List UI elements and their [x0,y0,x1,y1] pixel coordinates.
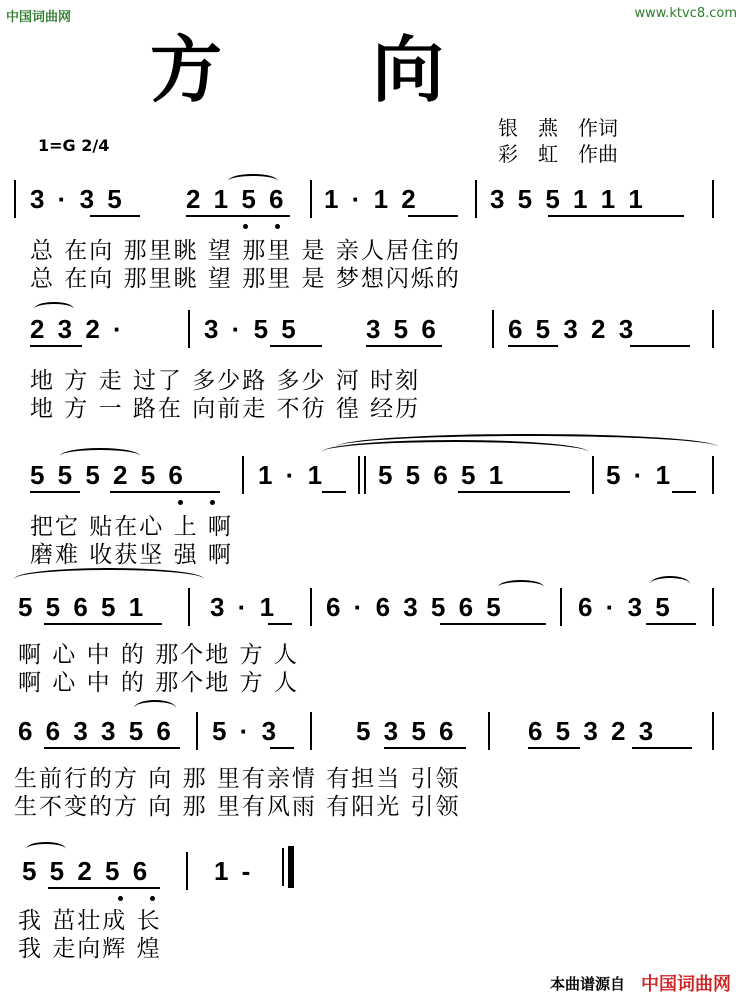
measure-notes: 1 · 1 [258,460,326,490]
bar-line [310,180,312,218]
bar-line [492,310,494,348]
measure-notes: 5 5 6 5 1 [378,460,507,490]
bar-line [282,848,284,886]
slur [34,302,74,316]
bar-line [712,712,714,750]
octave-dot [178,500,183,505]
octave-dot [243,224,248,229]
slur [60,448,140,464]
underline [672,491,696,493]
slur [134,700,176,716]
measure-notes: 3 · 1 [210,592,278,622]
measure-notes: 2 3 2 · [30,314,125,344]
lyrics-verse-1: 把它 贴在心 上 啊 [30,514,233,540]
underline [30,345,82,347]
site-logo: 中国词曲网 [641,974,731,995]
octave-dot [210,500,215,505]
underline [30,491,80,493]
underline [548,215,684,217]
bar-line [310,712,312,750]
measure-notes: 6 5 3 2 3 [528,716,657,746]
measure-notes: 5 3 5 6 [356,716,457,746]
measure-notes: 5 5 6 5 1 [18,592,147,622]
measure-notes: 6 · 6 3 5 6 5 [326,592,504,622]
bar-line [488,712,490,750]
underline [384,747,466,749]
measure-notes: 3 · 5 5 [204,314,299,344]
lyrics-verse-1: 地 方 走 过了 多少路 多少 河 时刻 [30,368,421,394]
slur [336,434,718,460]
bar-line [186,852,188,890]
octave-dot [150,896,155,901]
lyrics-verse-1: 生前行的方 向 那 里有亲情 有担当 引领 [14,766,461,792]
underline [44,747,180,749]
underline [44,623,162,625]
underline [408,215,458,217]
measure-notes: 3 5 6 [366,314,439,344]
underline [440,623,546,625]
key-signature: 1=G 2/4 [38,136,110,155]
measure-notes: 3 · 3 5 [30,184,125,214]
underline [48,887,160,889]
measure-notes: 2 1 5 6 [186,184,287,214]
composer-credit: 彩 虹 作曲 [498,142,618,166]
underline [528,747,580,749]
bar-line [712,180,714,218]
bar-line [712,310,714,348]
bar-line [14,180,16,218]
watermark-left: 中国词曲网 [6,10,72,25]
underline [90,215,140,217]
measure-notes: 6 6 3 3 5 6 [18,716,174,746]
source-label: 本曲谱源自 [549,975,625,993]
measure-notes: 5 5 2 5 6 [22,856,151,886]
lyrics-verse-1: 我 茁壮成 长 [18,908,162,934]
measure-notes: 5 · 3 [212,716,280,746]
measure-notes: 3 5 5 1 1 1 [490,184,646,214]
lyrics-verse-2: 磨难 收获坚 强 啊 [30,542,233,568]
bar-line [196,712,198,750]
measure-notes: 1 · 1 2 [324,184,419,214]
slur [228,174,278,188]
underline [322,491,346,493]
slur [650,576,690,592]
underline [508,345,558,347]
underline [458,491,570,493]
bar-line [592,456,594,494]
bar-line [475,180,477,218]
underline [366,345,442,347]
bar-line [188,310,190,348]
bar-line [188,588,190,626]
underline [630,345,690,347]
slur [26,842,66,856]
final-bar-line [288,846,294,888]
measure-notes: 1 - [214,856,254,886]
watermark-right: www.ktvc8.com [634,6,737,21]
underline [632,747,692,749]
lyrics-verse-2: 生不变的方 向 那 里有风雨 有阳光 引领 [14,794,461,820]
bar-line [712,588,714,626]
slur [14,568,204,590]
octave-dot [118,896,123,901]
lyricist-credit: 银 燕 作词 [498,116,618,140]
underline [270,747,294,749]
measure-notes: 6 · 3 5 [578,592,673,622]
slur [498,580,544,594]
bar-line [712,456,714,494]
lyrics-verse-2: 地 方 一 路在 向前走 不彷 徨 经历 [30,396,421,422]
lyrics-verse-2: 我 走向辉 煌 [18,936,162,962]
lyrics-verse-2: 啊 心 中 的 那个地 方 人 [18,670,299,696]
underline [646,623,696,625]
bar-line [310,588,312,626]
underline [186,215,290,217]
song-title: 方向 [150,27,595,112]
measure-notes: 6 5 3 2 3 [508,314,637,344]
lyrics-verse-1: 总 在向 那里眺 望 那里 是 亲人居住的 [30,238,461,264]
octave-dot [275,224,280,229]
lyrics-verse-1: 啊 心 中 的 那个地 方 人 [18,642,299,668]
bar-line [560,588,562,626]
lyrics-verse-2: 总 在向 那里眺 望 那里 是 梦想闪烁的 [30,266,461,292]
underline [110,491,220,493]
measure-notes: 5 · 1 [606,460,674,490]
measure-notes: 5 5 5 2 5 6 [30,460,186,490]
underline [270,345,322,347]
bar-line [242,456,244,494]
underline [268,623,292,625]
